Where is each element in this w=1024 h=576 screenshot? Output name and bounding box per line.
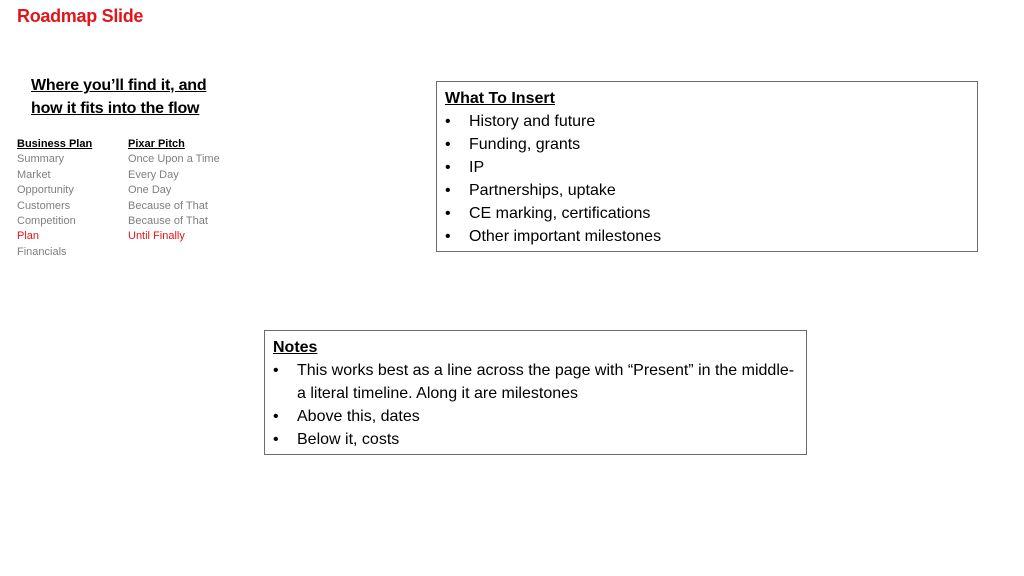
business-plan-item: Customers	[17, 199, 71, 212]
business-plan-item: Opportunity	[17, 184, 74, 197]
list-item	[445, 225, 969, 248]
list-item	[445, 179, 969, 202]
list-item-text: CE marking, certifications	[469, 205, 651, 222]
what-to-insert-box	[436, 81, 978, 252]
bullet-icon: •	[273, 362, 279, 379]
pixar-pitch-item: Because of That	[128, 199, 208, 212]
business-plan-heading: Business Plan	[17, 138, 93, 150]
list-item-text: Above this, dates	[297, 408, 420, 425]
pixar-pitch-item-current: Until Finally	[128, 230, 185, 243]
business-plan-item: Competition	[17, 215, 76, 228]
list-item	[273, 359, 798, 405]
flow-heading-line2: how it fits into the flow	[31, 100, 200, 117]
list-item	[445, 133, 969, 156]
pixar-pitch-item: Every Day	[128, 168, 179, 181]
list-item-text: History and future	[469, 113, 596, 130]
bullet-icon: •	[445, 113, 451, 130]
bullet-icon: •	[273, 431, 279, 448]
list-item	[445, 110, 969, 133]
pixar-pitch-item: Because of That	[128, 215, 208, 228]
business-plan-item: Financials	[17, 245, 67, 258]
list-item	[445, 156, 969, 179]
bullet-icon: •	[445, 228, 451, 245]
list-item	[273, 428, 798, 451]
list-item-text: Funding, grants	[469, 136, 581, 153]
pixar-pitch-item: Once Upon a Time	[128, 153, 220, 166]
slide-title: Roadmap Slide	[17, 6, 144, 26]
pixar-pitch-heading: Pixar Pitch	[128, 138, 185, 150]
what-to-insert-list	[445, 110, 969, 248]
list-item-text: This works best as a line across the page with “Present” in the middle- a literal timeline. Along it are milestones	[297, 362, 795, 402]
pixar-pitch-column	[128, 137, 220, 245]
list-item-text: Partnerships, uptake	[469, 182, 616, 199]
business-plan-item-current: Plan	[17, 230, 40, 243]
business-plan-item: Summary	[17, 153, 65, 166]
bullet-icon: •	[273, 408, 279, 425]
notes-box	[264, 330, 807, 455]
what-to-insert-title: What To Insert	[445, 90, 555, 107]
flow-heading-line1: Where you’ll find it, and	[31, 77, 207, 94]
notes-list	[273, 359, 798, 451]
list-item	[445, 202, 969, 225]
list-item-text: Other important milestones	[469, 228, 662, 245]
list-item-text: IP	[469, 159, 485, 176]
list-item	[273, 405, 798, 428]
list-item-text: Below it, costs	[297, 431, 400, 448]
notes-title: Notes	[273, 339, 318, 356]
bullet-icon: •	[445, 136, 451, 153]
flow-heading	[31, 74, 206, 120]
bullet-icon: •	[445, 159, 451, 176]
bullet-icon: •	[445, 205, 451, 222]
business-plan-item: Market	[17, 168, 51, 181]
pixar-pitch-item: One Day	[128, 184, 172, 197]
bullet-icon: •	[445, 182, 451, 199]
business-plan-column	[17, 137, 92, 260]
